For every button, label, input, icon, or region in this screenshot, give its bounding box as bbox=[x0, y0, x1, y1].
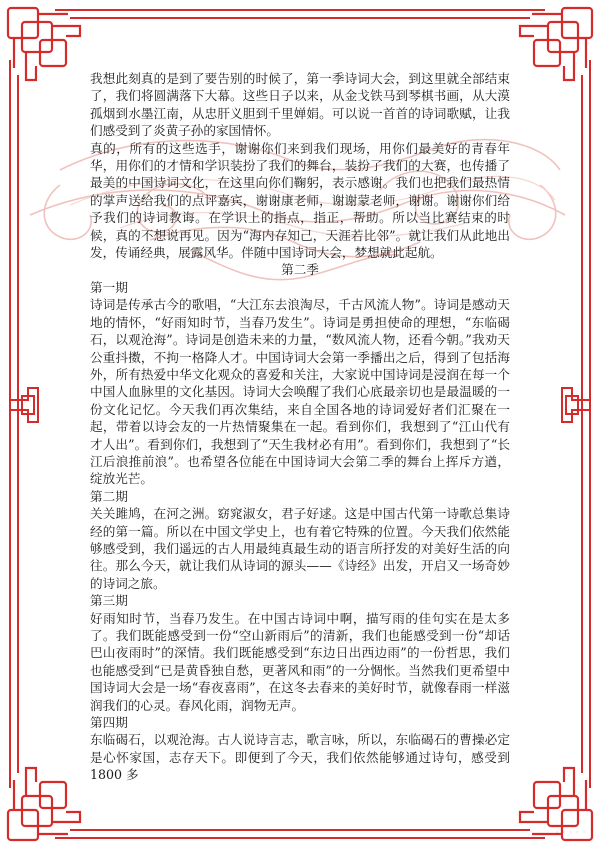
episode-title: 第一期 bbox=[90, 279, 128, 295]
watermark: · · · · · bbox=[555, 828, 586, 838]
episode-text: 关关雎鸠，在河之洲。窈窕淑女，君子好逑。这是中国古代第一诗歌总集诗经的第一篇。所以在中国文学史上，也有着它特殊的位置。今天我们依然能够感受到，我们遥远的古人用最纯真最生动的语言所抒发的对美好生活的向往。那么今天，就让我们从诗词的源头——《诗经》出发，开启又一场奇妙的诗词之旅。 bbox=[90, 506, 510, 591]
corner-knot-top-right bbox=[520, 8, 592, 80]
season-title: 第二季 bbox=[281, 262, 319, 278]
corner-knot-top-left bbox=[8, 8, 80, 80]
document-body bbox=[90, 70, 510, 784]
intro-paragraph-1: 我想此刻真的是到了要告别的时候了，第一季诗词大会，到这里就全部结束了，我们将圆满落下大幕。这些日子以来，从金戈铁马到琴棋书画，从大漠孤烟到水墨江南，从忠肝义胆到千里婵娟。可以说一首首的诗词歌赋，让我们感受到了炎黄子孙的家国情怀。 bbox=[90, 71, 510, 139]
side-knot-left bbox=[10, 388, 38, 422]
corner-knot-bottom-left bbox=[8, 768, 80, 840]
episode-text: 东临碣石，以观沧海。古人说诗言志，歌言咏，所以，东临碣石的曹操必定是心怀家国，志存天下。即便到了今天，我们依然能够通过诗句，感受到 1800 多 bbox=[90, 732, 510, 783]
episode-title: 第二期 bbox=[90, 488, 128, 504]
intro-paragraph-2: 真的，所有的这些选手，谢谢你们来到我们现场，用你们最美好的青春年华，用你们的才情和学识装扮了我们的舞台，装扮了我们的大赛，也传播了最美的中国诗词文化，在这里向你们鞠躬，表示感谢。我们也把我们最热情的掌声送给我们的点评嘉宾，谢谢康老师，谢谢蒙老师，谢谢。谢谢你们给予我们的诗词教诲。在学识上的指点，指正，帮助。所以当比赛结束的时候，真的不想说再见。因为“海内存知己，天涯若比邻”。就让我们从此地出发，传诵经典，展露风华。伴随中国诗词大会，梦想就此起航。 bbox=[90, 140, 510, 261]
episode-title: 第四期 bbox=[90, 715, 128, 731]
episode-text: 诗词是传承古今的歌唱，“大江东去浪淘尽，千古风流人物”。诗词是感动天地的情怀，“好雨知时节，当春乃发生”。诗词是勇担使命的理想，“东临碣石，以观沧海”。诗词是创造未来的力量，“数风流人物，还看今朝。”我劝天公重抖擞，不拘一格降人才。中国诗词大会第一季播出之后，得到了包括海外，所有热爱中华文化观众的喜爱和关注，大家说中国诗词是浸润在每一个中国人血脉里的文化基因。诗词大会唤醒了我们心底最亲切也是最温暖的一份文化记忆。今天我们再次集结，来自全国各地的诗词爱好者们汇聚在一起，带着以诗会友的一片热情聚集在一起。看到你们，我想到了“江山代有才人出”。看到你们，我想到了“天生我材必有用”。看到你们，我想到了“长江后浪推前浪”。也希望各位能在中国诗词大会第二季的舞台上挥斥方遒，绽放光芒。 bbox=[90, 297, 510, 487]
episode-text: 好雨知时节，当春乃发生。在中国古诗词中啊，描写雨的佳句实在是太多了。我们既能感受到一份“空山新雨后”的清新，我们也能感受到一份“却话巴山夜雨时”的深情。我们既能感受到“东边日出西边雨”的一份哲思，我们也能感受到“已是黄昏独自愁，更著风和雨”的一分惆怅。当然我们更希望中国诗词大会是一场“春夜喜雨”，在这冬去春来的美好时节，就像春雨一样滋润我们的心灵。春风化雨，润物无声。 bbox=[90, 610, 510, 713]
side-knot-right bbox=[562, 388, 590, 422]
episode-title: 第三期 bbox=[90, 593, 128, 609]
